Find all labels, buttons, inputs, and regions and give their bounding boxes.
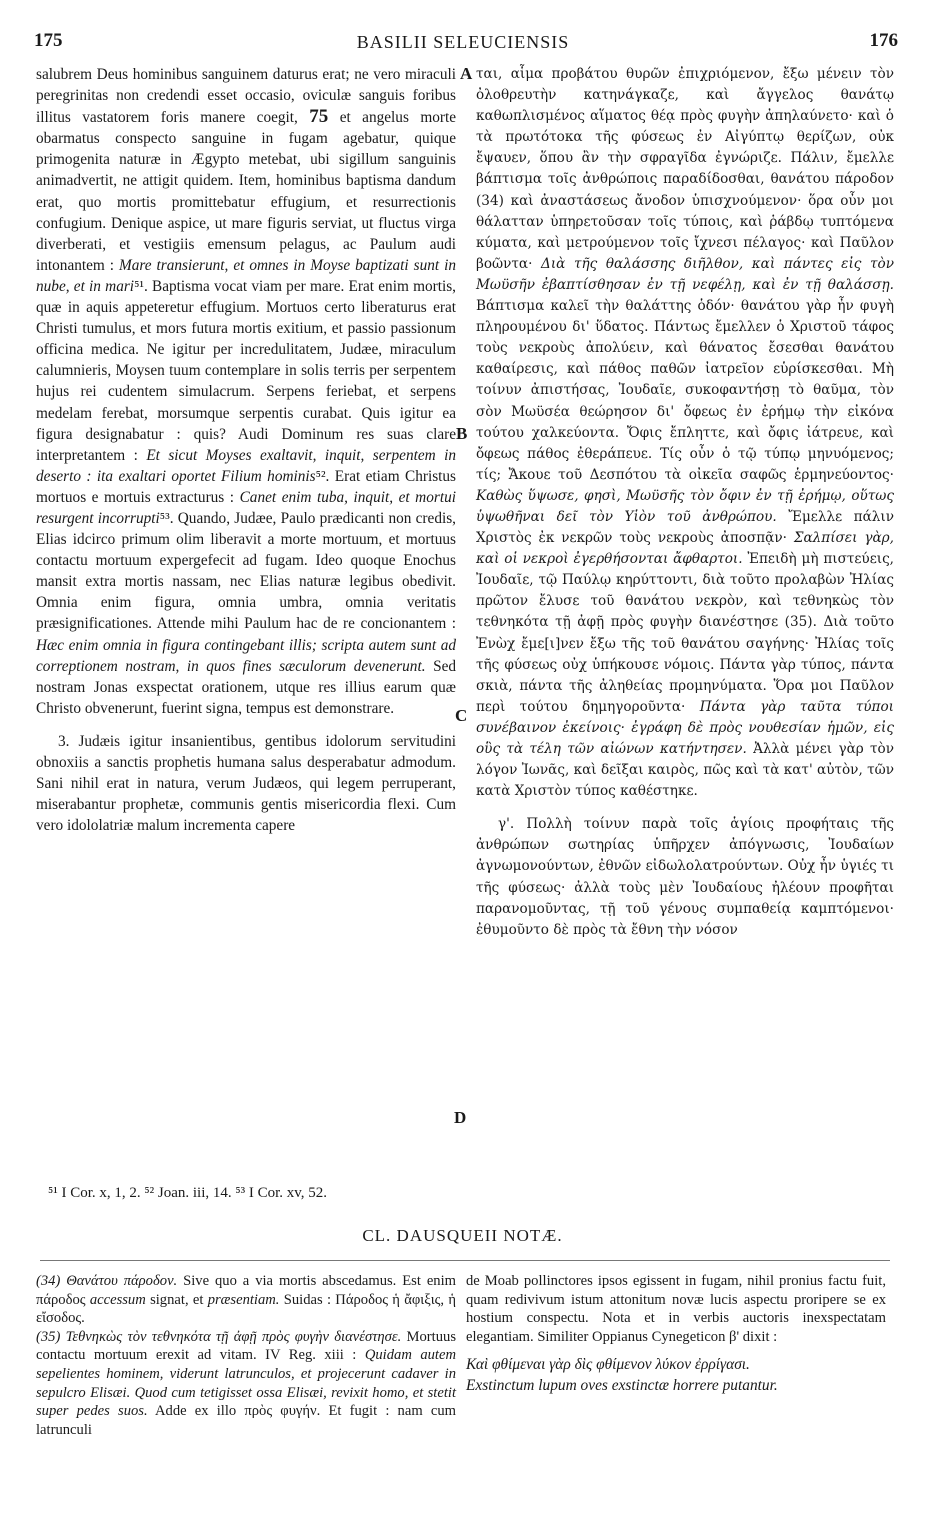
latin-text: Sed nostram Jonas exspectat orationem, utque res illius earum quæ Christo obvenerunt, fuerint signa, tempus est demonstrare. xyxy=(36,657,457,717)
notes-title: CL. DAUSQUEII NOTÆ. xyxy=(362,1226,563,1245)
footnotes: ⁵¹ I Cor. x, 1, 2. ⁵² Joan. iii, 14. ⁵³ I Cor. xv, 52. xyxy=(48,1185,328,1201)
greek-quote: Πάντα γὰρ ταῦτα τύποι συνέβαινον ἐκείνοις· ἐγράφη δὲ πρὸς νουθεσίαν ἡμῶν, εἰς οὓς τὰ τέλη τῶν αἰώνων κατήντησεν. xyxy=(476,698,895,757)
note-lemma: (35) Τεθνηκὼς τὸν τεθνηκότα τῇ ἀφῇ πρὸς φυγὴν διανέστησε. xyxy=(36,1328,402,1345)
margin-letter-a: A xyxy=(460,64,473,83)
note-lemma: (34) Θανάτου πάροδον. xyxy=(36,1273,178,1289)
page-number-right: 176 xyxy=(869,30,898,51)
latin-column xyxy=(36,64,456,836)
section-marker: 75 xyxy=(309,106,329,128)
note-italic: accessum xyxy=(89,1291,146,1308)
margin-letter-d: D xyxy=(454,1108,467,1127)
latin-paragraph-1 xyxy=(36,64,456,719)
note-text: Mortuus contactu mortuum erexit ad vitam. IV Reg. xiii : xyxy=(36,1328,456,1364)
page-number-left: 175 xyxy=(34,30,63,51)
verse-greek: Καὶ φθίμεναι γὰρ δὶς φθίμενον λύκον ἐρρίγασι. xyxy=(466,1356,750,1374)
note-35 xyxy=(36,1328,456,1440)
note-text: Suidas : Πάροδος ἡ ἄφιξις, ἡ εἴσοδος. xyxy=(36,1291,456,1327)
notes-left-column xyxy=(36,1272,456,1439)
page-header xyxy=(28,30,898,64)
note-34 xyxy=(36,1272,456,1328)
margin-letter-b: B xyxy=(456,424,468,443)
running-title: BASILII SELEUCIENSIS xyxy=(356,32,570,52)
notes-divider xyxy=(40,1260,890,1261)
latin-quote: Canet enim tuba, inquit, et mortui resurgent incorrupti xyxy=(36,488,456,527)
note-italic: Quidam autem sepelientes hominem, viderunt latrunculos, et projecerunt cadaver in sepulcro Elisæi. Quod cum tetigisset ossa Elisæi, revixit homo, et stetit super pedes suos. xyxy=(36,1347,456,1420)
greek-text: Ἀλλὰ μένει γὰρ τὸν λόγον Ἰωνᾶς, καὶ δεῖξαι καιρὸς, πῶς καὶ τὰ κατ' αὐτὸν, τῶν κατὰ Χριστὸν τύπος καθέστηκε. xyxy=(476,741,895,800)
greek-paragraph-2: γ'. Πολλὴ τοίνυν παρὰ τοῖς ἁγίοις προφήταις τῆς ἀνθρώπων σωτηρίας ὑπῆρχεν ἀπόγνωσις, Ἰουδαίων ἀγνωμονούντων, ἐθνῶν εἰδωλολατρούντων. Οὐχ ἦν ὑγιές τι τῆς φύσεως· ἀλλὰ τοὺς μὲν Ἰουδαίους ἠλέουν προφῆται παρανομοῦντας, τῇ τοῦ γένους συμπαθείᾳ καμπτόμενοι· ἐθυμοῦντο δὲ πρὸς τὰ ἔθνη τὴν νόσον xyxy=(476,816,894,938)
verse-latin: Exstinctum lupum oves exstinctæ horrere putantur. xyxy=(466,1376,778,1394)
greek-quote: Διὰ τῆς θαλάσσης διῆλθον, καὶ πάντες εἰς τὸν Μωϋσῆν ἐβαπτίσθησαν ἐν τῇ νεφέλῃ, καὶ ἐν τῇ θαλάσσῃ. xyxy=(476,255,894,293)
latin-quote: Hæc enim omnia in figura contingebant illis; scripta autem sunt ad correptionem nostram, in quos fines sæculorum devenerunt. xyxy=(36,636,456,675)
greek-paragraph-1 xyxy=(476,64,894,802)
note-text: signat, et xyxy=(150,1291,204,1308)
latin-text: ⁵¹. Baptisma vocat viam per mare. Erat enim mortis, quæ in aquis appeteretur effugium. Mortuos certo liberaturus erat Christi tumulus, et mors futura mortis exitium, et passio passionum officina medica. Ne igitur per incredulitatem, Judæe, miraculum calumnieris, Moysen tuum contemplare in solis terris per serpentem hujus rei cudentem simulacrum. Serpens feriebat, et serpens medelam ferebat, morsumque serpentis curabat. Quis igitur ea figura designabatur : quis? Audi Dominum res suas clare interpretantem : xyxy=(36,277,456,464)
latin-paragraph-2: 3. Judæis igitur insanientibus, gentibus idolorum servitudini obnoxiis a sanctis prophetis humana salus desperabatur admodum. Sani nihil erat in natura, verum Judæos, qui legem perruperant, miserabantur prophetæ, communis gentis misericordia flexi. Cum vero idololatriæ malum incrementa capere xyxy=(36,732,456,835)
margin-letter-c: C xyxy=(455,706,468,725)
note-text: Sive quo a via mortis abscedamus. Est enim πάροδος xyxy=(36,1273,456,1308)
greek-text: Ἐπειδὴ μὴ πιστεύεις, Ἰουδαῖε, τῷ Παύλῳ κηρύττοντι, διὰ τοῦτο προλαβὼν Ἠλίας πρῶτον ἔλυσε τοῦ θανάτου νεκρὸν, καὶ τεθνηκὼς τὸν τεθνηκότα τῇ ἀφῇ πρὸς φυγὴν διανέστησε (35). Διὰ τοῦτο Ἐνὼχ ἔμε[ι]νεν ἔξω τῆς τοῦ θανάτου σαγήνης· Ἠλίας τοῖς τῆς φύσεως οὐχ ὑπήκουσε νόμοις. Πάντα γὰρ τύπος, πάντα σκιὰ, πάντα τῆς ἀληθείας προμηνύματα. Ὅρα μοι Παῦλον περὶ τούτου δημηγοροῦντα· xyxy=(476,551,895,715)
latin-text: salubrem Deus hominibus sanguinem daturus erat; ne vero miraculi peregrinitas non credendi esset occasio, oviculæ sanguis foribus illitus vastatorem foris manere coegit, xyxy=(36,66,456,127)
greek-text: ται, αἷμα προβάτου θυρῶν ἐπιχριόμενον, ἔξω μένειν τὸν ὀλοθρευτὴν κατηνάγκαζε, καὶ ἄγγελος θανάτῳ καθωπλισμένος αἵματος θέᾳ πρὸς φυγὴν ἀπηλαύνετο· καὶ ὁ τὰ πρωτότοκα τῆς φύσεως ἐν Αἰγύπτῳ θερίζων, οὐκ ἔψαυεν, ὅπου ἂν τὴν σφραγῖδα ἐγνώριζε. Πάλιν, ἔμελλε βάπτισμα τοῖς ἀνθρώποις παραδίδοσθαι, θανάτου πάροδον (34) καὶ ἀναστάσεως ἄνοδον ὑπισχνούμενον· ὅρα οὖν μοι θάλατταν ὑπηρετοῦσαν τοῖς τύποις, καὶ ῥάβδῳ τυπτόμενα κύματα, καὶ μετρούμενον τοῖς ἴχνεσι πέλαγος· καὶ Παῦλον βοῶντα· xyxy=(476,66,894,272)
greek-quote: Σαλπίσει γὰρ, καὶ οἱ νεκροὶ ἐγερθήσονται ἄφθαρτοι. xyxy=(476,530,894,568)
greek-text: Βάπτισμα καλεῖ τὴν θαλάττης ὁδόν· θανάτου γὰρ ἦν φυγὴ πληρουμένου δι' ὕδατος. Πάντως ἔμελλεν ὁ Χριστοῦ τάφος τοὺς νεκροὺς ἀπολύειν, καὶ θάνατος ἔσεσθαι θανάτου καθαίρεσις, καὶ πάθος παθῶν ἰατρεῖον εὑρίσκεσθαι. Μὴ τοίνυν ἀπιστήσας, Ἰουδαῖε, συκοφαντήσῃ τὸ θαῦμα, τὸν σὸν Μωϋσέα θεώρησον δι' ὄφεως ἐν ἐρήμῳ τὴν εἰκόνα τούτου χαλκεύοντα. Ὄφις ἔπληττε, καὶ ὄφις ἰάτρευε, καὶ ὄφεως πάθος ἐθεράπευε. Τίς οὖν ὁ τῷ τύπῳ μηνυόμενος; τίς; Ἄκουε τοῦ Δεσπότου τὰ οἰκεῖα σαφῶς ἑρμηνεύοντος· xyxy=(476,298,894,483)
latin-quote: Et sicut Moyses exaltavit, inquit, serpentem in deserto : ita exaltari oportet Filium hominis xyxy=(36,446,457,485)
latin-text: et angelus morte obarmatus conspecto sanguine in fugam agebatur, quique primogenita naturæ in Ægypto metebat, ubi sigillum sanguinis animadvertit, ne attigit quidem. Item, hominibus baptisma dandum erat, quo mortis promittebatur effugium, et resurrectionis confugium. Denique aspice, ut mare figuris serviat, ut fluctus virga diverberati, et vestigiis emensum pelagus, ac Paulum audi intonantem : xyxy=(36,109,456,274)
latin-quote: Mare transierunt, et omnes in Moyse baptizati sunt in nube, et in mari xyxy=(36,256,456,295)
note-continuation: de Moab pollinctores ipsos egissent in fugam, nihil pronius factu fuit, quam redivivum istum attonitum novæ lucis aspectu proripere se ex hostium conspectu. Nota et in verbis auctoris inexspectatam elegantiam. Similiter Oppianus Cynegeticon β' dixit : xyxy=(466,1273,886,1345)
note-text: Adde ex illo πρὸς φυγήν. Et fugit : nam cum latrunculi xyxy=(36,1403,456,1438)
greek-quote: Καθὼς ὕψωσε, φησὶ, Μωϋσῆς τὸν ὄφιν ἐν τῇ ἐρήμῳ, οὕτως ὑψωθῆναι δεῖ τὸν Υἱὸν τοῦ ἀνθρώπου. xyxy=(476,487,894,525)
greek-text: Ἔμελλε πάλιν Χριστὸς ἐκ νεκρῶν τοὺς νεκροὺς ἀποσπᾷν· xyxy=(476,508,894,547)
greek-column xyxy=(476,64,894,941)
notes-right-column xyxy=(466,1272,886,1396)
latin-text: ⁵³. Quando, Judæe, Paulo prædicanti non credis, Elias idcirco primum olim liberavit a morte mortuum, et mortuus contactu mortuum expergefecit ad fugam. Ideo quoque Enochus mansit extra mortis nassam, nec Elias naturæ legibus obedivit. Omnia enim figura, omnia umbra, omnia veritatis præsignificationes. Attende mihi Paulum hac de re concionantem : xyxy=(36,509,456,633)
note-italic: præsentiam. xyxy=(207,1291,280,1308)
latin-text: ⁵². Erat etiam Christus mortuos e mortuis extracturus : xyxy=(36,467,456,506)
